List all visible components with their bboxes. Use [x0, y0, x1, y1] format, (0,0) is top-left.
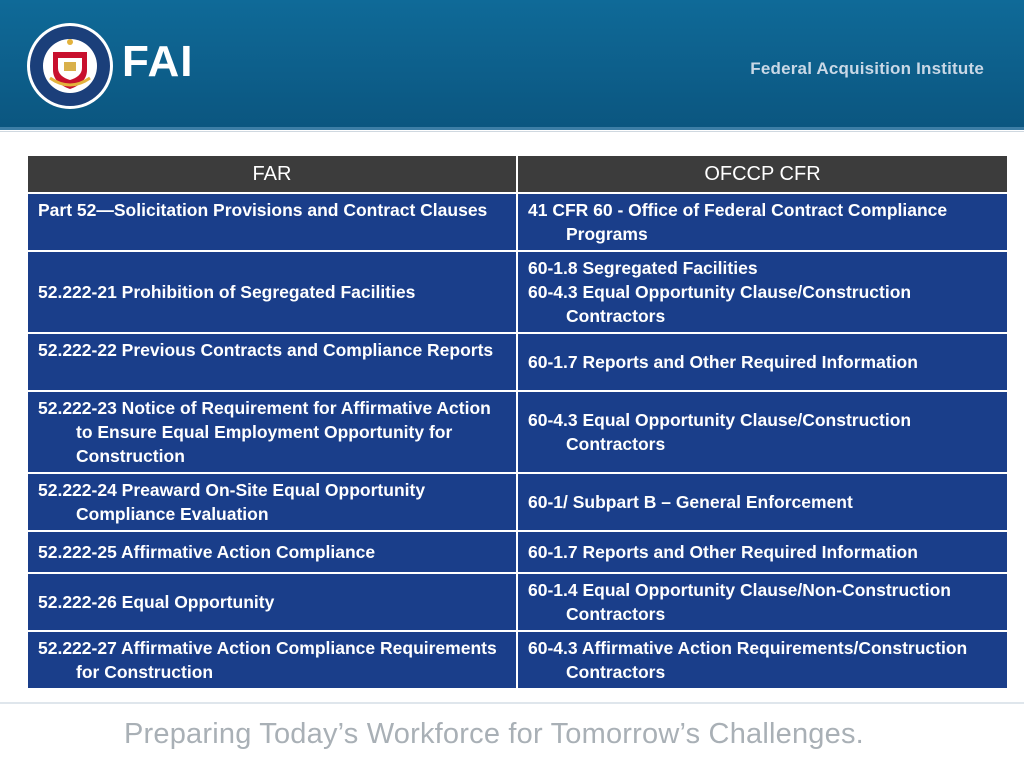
far-cell-text: 52.222-27 Affirmative Action Compliance Requirements for Construction [38, 638, 497, 682]
table-row [27, 573, 1008, 631]
cfr-cell-text: 60-4.3 Equal Opportunity Clause/Construction Contractors [528, 282, 912, 326]
cfr-cell-text: 60-4.3 Equal Opportunity Clause/Construction Contractors [528, 410, 912, 454]
header-banner [0, 0, 1024, 130]
cfr-cell [517, 473, 1008, 531]
column-header-far: FAR [27, 155, 517, 193]
table-row [27, 531, 1008, 573]
cfr-cell [517, 531, 1008, 573]
far-cell-text: 52.222-24 Preaward On-Site Equal Opportunity Compliance Evaluation [38, 480, 426, 524]
cfr-cell-text: 60-1.7 Reports and Other Required Information [528, 542, 918, 562]
cfr-cell [517, 251, 1008, 333]
table-header-row [27, 155, 1008, 193]
far-cell-text: Part 52—Solicitation Provisions and Contract Clauses [38, 200, 488, 220]
far-cell [27, 473, 517, 531]
column-header-ofccp-cfr: OFCCP CFR [517, 155, 1008, 193]
table-row [27, 473, 1008, 531]
far-cell [27, 631, 517, 689]
far-cell-text: 52.222-22 Previous Contracts and Compliance Reports [38, 340, 494, 360]
far-cell-text: 52.222-21 Prohibition of Segregated Facilities [38, 282, 416, 302]
far-cell [27, 391, 517, 473]
cfr-cell [517, 573, 1008, 631]
cfr-cell [517, 333, 1008, 391]
far-cell [27, 531, 517, 573]
cfr-cell [517, 391, 1008, 473]
table-row [27, 631, 1008, 689]
cfr-cell-text: 41 CFR 60 - Office of Federal Contract Compliance Programs [528, 200, 948, 244]
cfr-cell-text: 60-1.8 Segregated Facilities [528, 258, 758, 278]
far-cell-text: 52.222-26 Equal Opportunity [38, 592, 275, 612]
cfr-cell [517, 631, 1008, 689]
table-row [27, 391, 1008, 473]
far-cell [27, 193, 517, 251]
far-cell [27, 573, 517, 631]
table-row [27, 333, 1008, 391]
far-cell [27, 251, 517, 333]
far-cell-text: 52.222-23 Notice of Requirement for Affirmative Action to Ensure Equal Employment Opportunity for Construction [38, 398, 491, 466]
table-row [27, 193, 1008, 251]
cfr-cell-text: 60-4.3 Affirmative Action Requirements/Construction Contractors [528, 638, 968, 682]
fai-seal-logo [26, 22, 114, 110]
cfr-cell-text: 60-1/ Subpart B – General Enforcement [528, 492, 853, 512]
cfr-cell-text: 60-1.7 Reports and Other Required Information [528, 352, 918, 372]
table-row [27, 251, 1008, 333]
cfr-cell [517, 193, 1008, 251]
far-cell [27, 333, 517, 391]
far-cell-text: 52.222-25 Affirmative Action Compliance [38, 542, 376, 562]
cfr-cell-text: 60-1.4 Equal Opportunity Clause/Non-Construction Contractors [528, 580, 951, 624]
header-divider [0, 131, 1024, 132]
far-ofccp-crosswalk-table [26, 154, 1009, 690]
fai-wordmark: FAI [122, 37, 194, 86]
footer-tagline: Preparing Today’s Workforce for Tomorrow’s Challenges. [124, 718, 864, 750]
institute-title: Federal Acquisition Institute [750, 59, 984, 78]
